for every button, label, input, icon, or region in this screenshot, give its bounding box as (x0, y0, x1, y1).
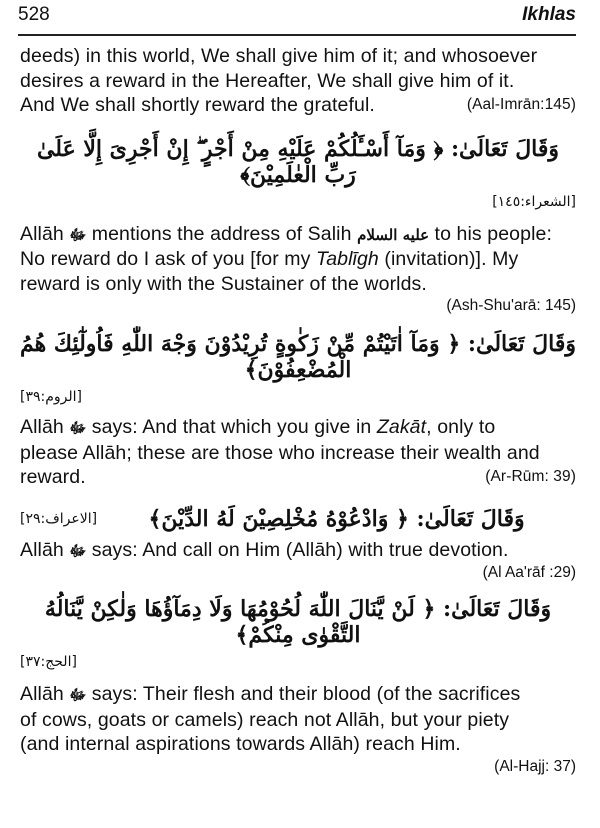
paragraph-text: reward. (20, 466, 86, 488)
running-title: Ikhlas (522, 4, 576, 25)
italic-term: Zakāt (376, 416, 427, 438)
paragraph-line (20, 465, 576, 490)
arabic-reference-row (20, 389, 576, 405)
paragraph-line: desires a reward in the Hereafter, We shall give him of it. (20, 69, 515, 92)
arabic-block-2 (20, 331, 576, 405)
paragraph-line (20, 222, 576, 248)
arabic-block-3 (20, 506, 576, 532)
paragraph-line: reward is only with the Sustainer of the worlds. (20, 272, 427, 295)
paragraph-text: Allāh (20, 222, 70, 245)
honorific-glyph: ﷻ (69, 686, 87, 704)
paragraph-text: says: And call on Him (Allāh) with true devotion. (86, 538, 509, 561)
arabic-reference: [الاعراف:٢٩] (20, 510, 98, 527)
paragraph-line (20, 682, 576, 708)
citation: (Al Aa'rāf :29) (482, 564, 576, 581)
arabic-verse: وَقَالَ تَعَالَىٰ: ﴿ لَنْ يَّنَالَ اللّٰهَ لُحُوْمُهَا وَلَا دِمَآؤُهَا وَلٰكِنْ يَّنَالُهُ التَّقْوٰى مِنْكُمْ﴾ (44, 596, 552, 648)
paragraph-4 (20, 538, 576, 583)
paragraph-2 (20, 222, 576, 316)
citation: (Ar-Rūm: 39) (485, 468, 576, 485)
paragraph-1 (20, 44, 576, 118)
page-number: 528 (18, 4, 50, 25)
paragraph-line: deeds) in this world, We shall give him of it; and whosoever (20, 45, 538, 67)
paragraph-line: of cows, goats or camels) reach not Allāh, but your piety (20, 708, 510, 731)
citation: (Ash-Shu'arā: 145) (446, 297, 576, 314)
honorific-glyph: ﷻ (69, 225, 87, 244)
arabic-reference: [الشعراء:١٤٥] (492, 193, 576, 210)
paragraph-text: No reward do I ask of you [for my (20, 248, 317, 270)
arabic-reference: [الروم:٣٩] (20, 389, 83, 405)
paragraph-line: (and internal aspirations towards Allāh) reach Him. (20, 733, 461, 755)
arabic-block-4 (20, 596, 576, 670)
paragraph-text: says: Their flesh and their blood (of the sacrifices (86, 683, 521, 705)
citation: (Aal-Imrān:145) (466, 96, 576, 113)
paragraph-text: Allāh (20, 538, 70, 561)
paragraph-line: please Allāh; these are those who increase their wealth and (20, 441, 540, 464)
paragraph-line (20, 538, 576, 564)
arabic-verse: وَقَالَ تَعَالَىٰ: ﴿ وَمَآ اٰتَيْتُمْ مِّنْ زَكٰوةٍ تُرِيْدُوْنَ وَجْهَ اللّٰهِ فَاُولٰٓئِكَ هُمُ الْمُضْعِفُوْنَ﴾ (20, 331, 576, 383)
paragraph-line (20, 93, 576, 118)
paragraph-text: says: And that which you give in (86, 416, 377, 438)
honorific-glyph: ﷻ (69, 541, 87, 560)
paragraph-line (20, 247, 576, 272)
arabic-verse: وَقَالَ تَعَالَىٰ: ﴿ وَادْعُوْهُ مُخْلِصِيْنَ لَهُ الدِّيْنَ﴾ (148, 505, 525, 532)
paragraph-text: to his people: (429, 222, 552, 245)
paragraph-text: , only to (426, 416, 496, 438)
paragraph-5 (20, 682, 576, 776)
paragraph-text: mentions the address of Salih (86, 222, 358, 245)
italic-term: Tablīgh (316, 248, 379, 270)
paragraph-text: Allāh (20, 683, 70, 705)
honorific-glyph: ﷻ (69, 419, 87, 437)
arabic-block-1 (20, 136, 576, 210)
paragraph-3 (20, 415, 576, 490)
paragraph-line (20, 415, 576, 441)
arabic-reference-row (20, 654, 576, 670)
page-body (20, 44, 576, 776)
honorific-glyph: عليه السلام (357, 225, 430, 244)
paragraph-text: And We shall shortly reward the grateful. (20, 94, 375, 116)
paragraph-text: Allāh (20, 416, 70, 438)
arabic-reference: [الحج:٣٧] (20, 654, 77, 670)
page-header (18, 0, 576, 36)
paragraph-text: (invitation)]. My (378, 248, 519, 270)
arabic-verse: وَقَالَ تَعَالَىٰ: ﴿ وَمَآ أَسْـَٔلُكُمْ عَلَيْهِ مِنْ أَجْرٍ ۖ إِنْ أَجْرِىَ إِلَّا عَلَىٰ رَبِّ الْعٰلَمِيْنَ﴾ (36, 135, 560, 188)
citation: (Al-Hajj: 37) (494, 757, 576, 775)
